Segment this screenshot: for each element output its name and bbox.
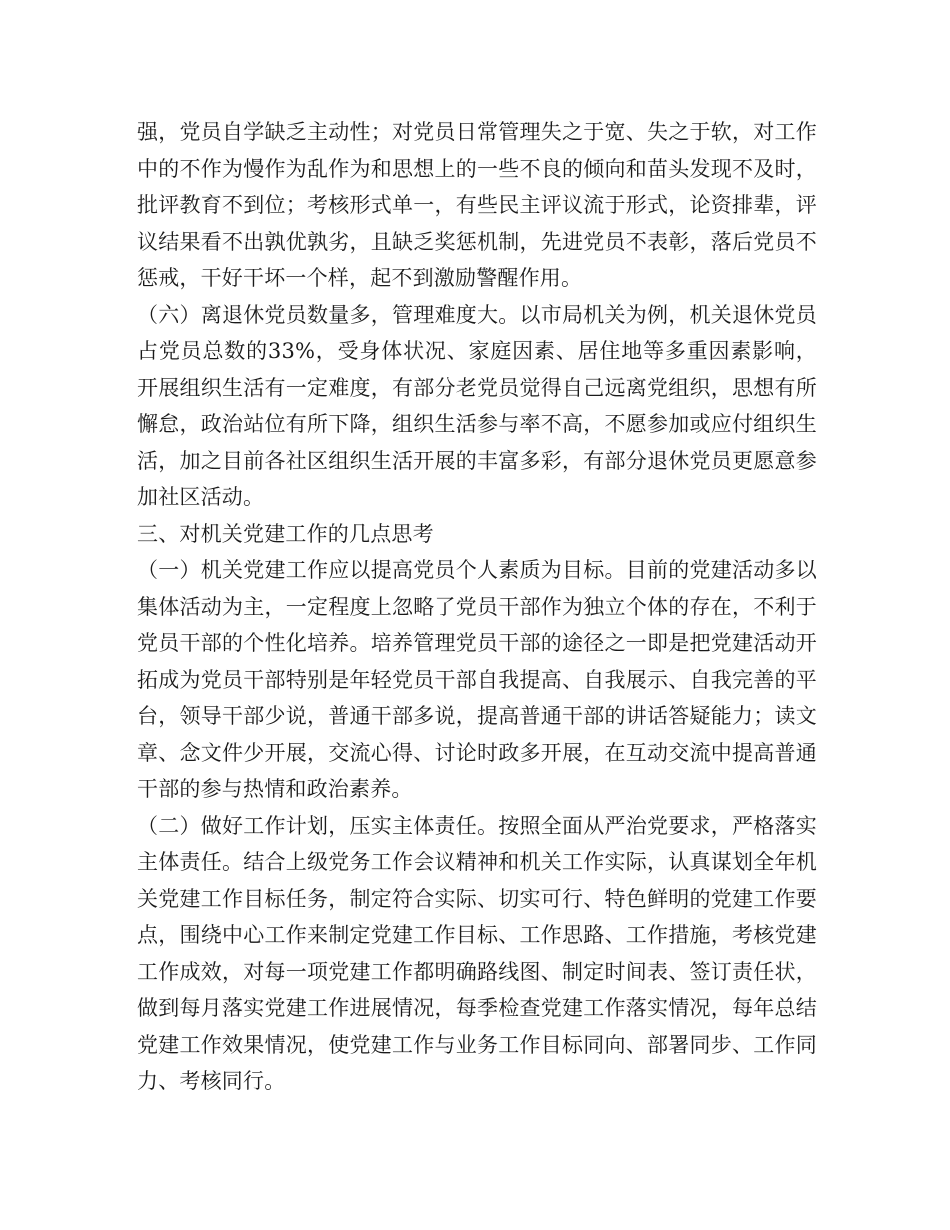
document-body (137, 114, 817, 1100)
paragraph-point-two: （二）做好工作计划，压实主体责任。按照全面从严治党要求，严格落实主体责任。结合上级党务工作会议精神和机关工作实际，认真谋划全年机关党建工作目标任务，制定符合实际、切实可行、特色鲜明的党建工作要点，围绕中心工作来制定党建工作目标、工作思路、工作措施，考核党建工作成效，对每一项党建工作都明确路线图、制定时间表、签订责任状，做到每月落实党建工作进展情况，每季检查党建工作落实情况，每年总结党建工作效果情况，使党建工作与业务工作目标同向、部署同步、工作同力、考核同行。 (137, 813, 817, 1093)
paragraph-section-six: （六）离退休党员数量多，管理难度大。以市局机关为例，机关退休党员占党员总数的33%，受身体状况、家庭因素、居住地等多重因素影响，开展组织生活有一定难度，有部分老党员觉得自己远离党组织，思想有所懈怠，政治站位有所下降，组织生活参与率不高，不愿参加或应付组织生活，加之目前各社区组织生活开展的丰富多彩，有部分退休党员更愿意参加社区活动。 (137, 302, 817, 509)
paragraph-point-one: （一）机关党建工作应以提高党员个人素质为目标。目前的党建活动多以集体活动为主，一定程度上忽略了党员干部作为独立个体的存在，不利于党员干部的个性化培养。培养管理党员干部的途径之一即是把党建活动开拓成为党员干部特别是年轻党员干部自我提高、自我展示、自我完善的平台，领导干部少说，普通干部多说，提高普通干部的讲话答疑能力；读文章、念文件少开展，交流心得、讨论时政多开展，在互动交流中提高普通干部的参与热情和政治素养。 (137, 558, 817, 801)
paragraph-continued: 强，党员自学缺乏主动性；对党员日常管理失之于宽、失之于软，对工作中的不作为慢作为乱作为和思想上的一些不良的倾向和苗头发现不及时，批评教育不到位；考核形式单一，有些民主评议流于形式，论资排辈，评议结果看不出孰优孰劣，且缺乏奖惩机制，先进党员不表彰，落后党员不惩戒，干好干坏一个样，起不到激励警醒作用。 (137, 120, 817, 290)
section-heading-three: 三、对机关党建工作的几点思考 (137, 521, 434, 546)
